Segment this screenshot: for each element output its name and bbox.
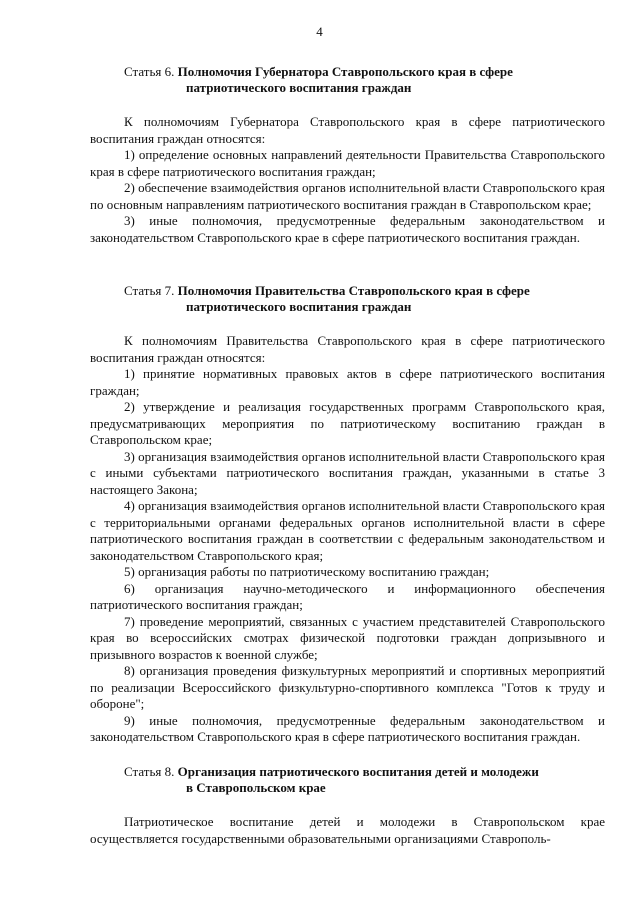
paragraph: К полномочиям Правительства Ставропольского края в сфере патриотического воспитания граждан относятся:	[90, 333, 605, 365]
list-item: 3) иные полномочия, предусмотренные федеральным законодательством и законодательством Ставропольского крае в сфере патриотического воспитания граждан.	[90, 213, 605, 245]
list-item: 6) организация научно-методического и информационного обеспечения патриотического воспитания граждан;	[90, 580, 605, 612]
article-heading	[90, 764, 605, 796]
list-item: 8) организация проведения физкультурных мероприятий и спортивных мероприятий по реализации Всероссийского физкультурно-спортивного комплекса "Готов к труду и обороне";	[90, 663, 605, 711]
article-heading	[90, 64, 605, 96]
paragraph: К полномочиям Губернатора Ставропольского края в сфере патриотического воспитания граждан относятся:	[90, 114, 605, 146]
list-item: 9) иные полномочия, предусмотренные федеральным законодательством и законодательством Ставропольского края в сфере патриотического воспитания граждан.	[90, 712, 605, 744]
list-item: 3) организация взаимодействия органов исполнительной власти Ставропольского края с иными субъектами патриотического воспитания граждан, указанными в статье 3 настоящего Закона;	[90, 448, 605, 497]
article-title: Полномочия Правительства Ставропольского края в сфере	[177, 283, 530, 298]
article-6	[90, 64, 605, 246]
article-title-continued: патриотического воспитания граждан	[186, 80, 412, 95]
article-title: Полномочия Губернатора Ставропольского края в сфере	[177, 64, 513, 79]
list-item: 1) принятие нормативных правовых актов в сфере патриотического воспитания граждан;	[90, 366, 605, 398]
article-label: Статья 8.	[124, 764, 175, 779]
article-7	[90, 283, 605, 746]
list-item: 4) организация взаимодействия органов исполнительной власти Ставропольского края с территориальными органами федеральных органов исполнительной власти в сфере патриотического воспитания граждан в соответствии с федеральным законодательством и законодательством Ставропольского края;	[90, 498, 605, 563]
article-title: Организация патриотического воспитания детей и молодежи	[177, 764, 539, 779]
article-label: Статья 7.	[124, 283, 175, 298]
article-title-continued: в Ставропольском крае	[186, 780, 326, 795]
article-title-continued: патриотического воспитания граждан	[186, 299, 412, 314]
article-8	[90, 764, 605, 847]
list-item: 5) организация работы по патриотическому воспитанию граждан;	[124, 564, 490, 579]
list-item: 7) проведение мероприятий, связанных с участием представителей Ставропольского края во всероссийских смотрах физической подготовки граждан допризывного и призывного возрастов к военной службе;	[90, 613, 605, 662]
page-number: 4	[316, 24, 323, 39]
list-item: 2) утверждение и реализация государственных программ Ставропольского края, предусматривающих мероприятия по патриотическому воспитанию граждан в Ставропольском крае;	[90, 399, 605, 447]
paragraph: Патриотическое воспитание детей и молодежи в Ставропольском крае осуществляется государственными образовательными организациями Ставрополь-	[90, 814, 605, 846]
article-heading	[90, 283, 605, 315]
list-item: 1) определение основных направлений деятельности Правительства Ставропольского края в сфере патриотического воспитания граждан;	[90, 147, 605, 179]
article-label: Статья 6.	[124, 64, 175, 79]
list-item: 2) обеспечение взаимодействия органов исполнительной власти Ставропольского края по основным направлениям патриотического воспитания граждан в Ставропольском крае;	[90, 180, 605, 212]
